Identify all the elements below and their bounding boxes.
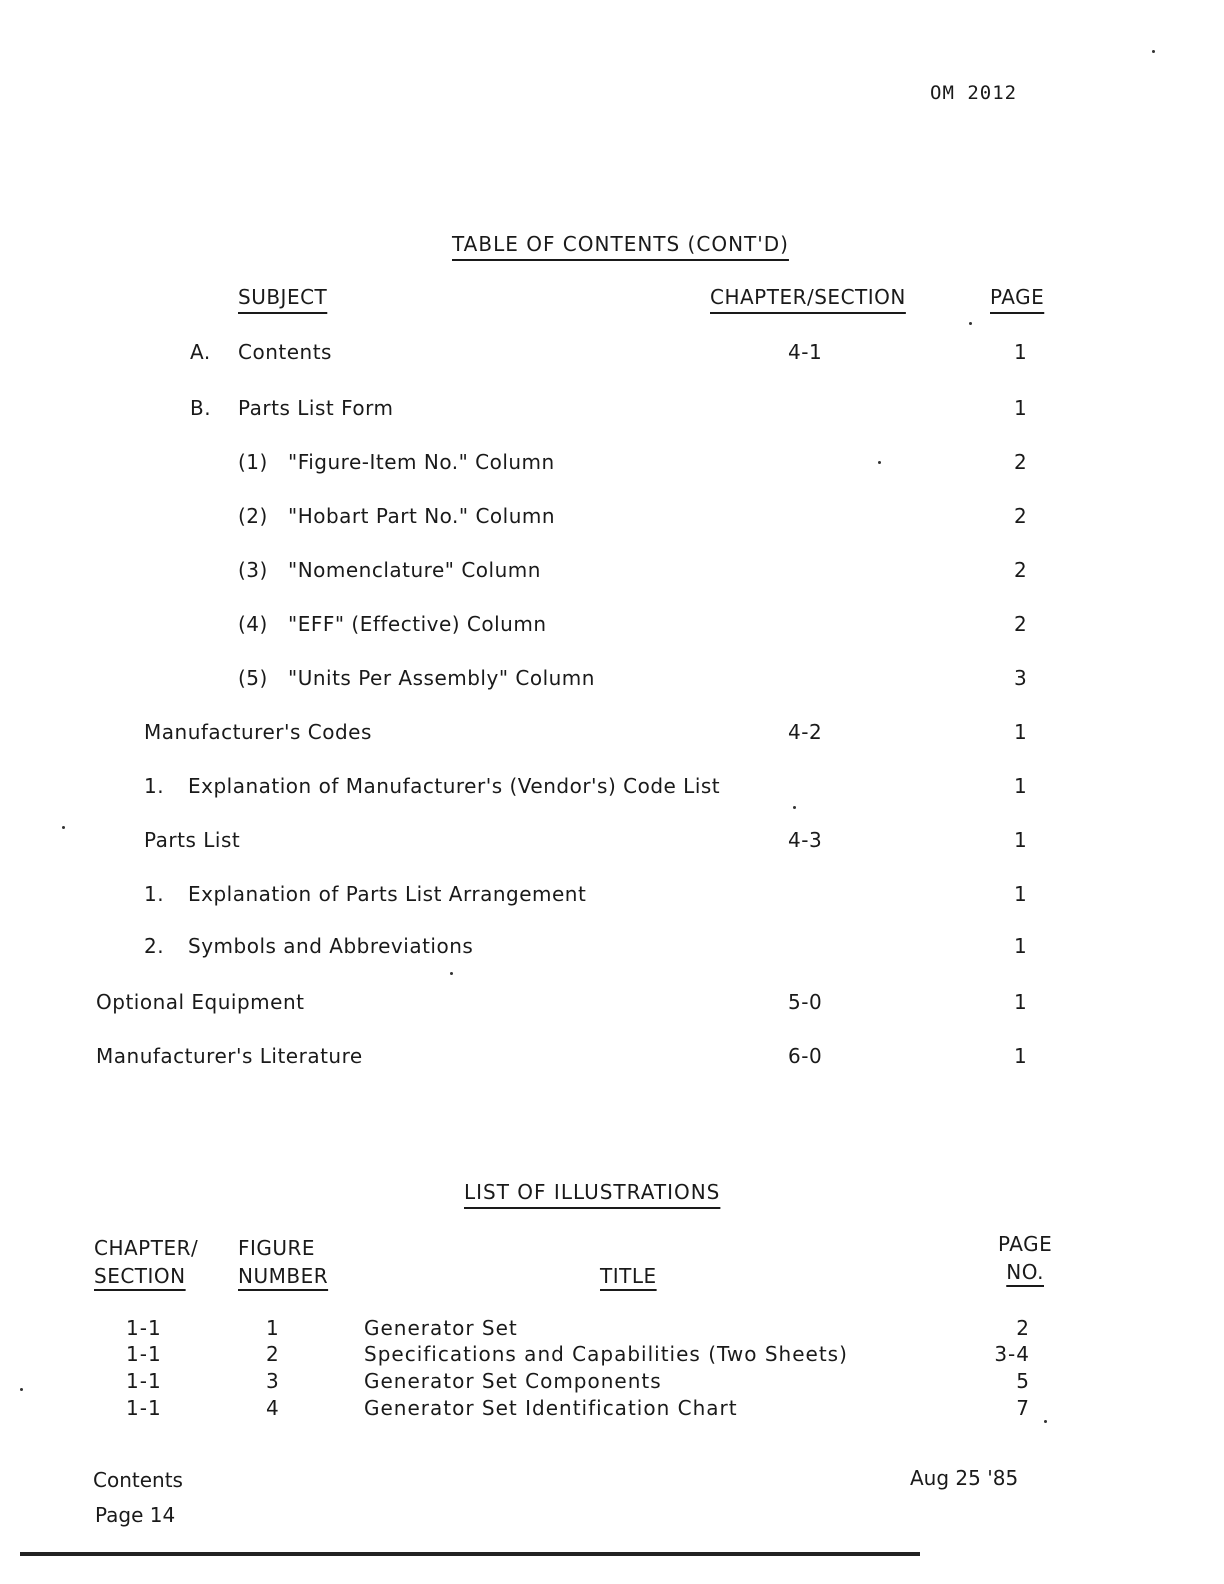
toc-row-subject: Parts List (144, 828, 241, 852)
toc-row-subject: Manufacturer's Literature (96, 1044, 363, 1068)
toc-row-prefix: (4) (238, 612, 268, 636)
toc-row-page: 1 (1014, 1044, 1028, 1068)
toc-row-prefix: 1. (144, 882, 165, 906)
toc-row (0, 774, 1224, 804)
scan-speck (62, 826, 65, 829)
illustration-row (0, 1396, 1224, 1423)
illustrations-title: LIST OF ILLUSTRATIONS (464, 1180, 721, 1204)
ill-row-figure: 4 (266, 1396, 280, 1420)
toc-row (0, 720, 1224, 750)
toc-row-page: 1 (1014, 990, 1028, 1014)
toc-row (0, 882, 1224, 912)
ill-row-page: 7 (1016, 1396, 1030, 1420)
scan-speck (20, 1388, 23, 1391)
ill-header-title (600, 1262, 657, 1290)
footer-date: Aug 25 '85 (910, 1466, 1019, 1490)
scan-speck (878, 461, 881, 464)
toc-row-page: 2 (1014, 558, 1028, 582)
toc-row-prefix: B. (190, 396, 212, 420)
toc-row-section: 5-0 (788, 990, 823, 1014)
toc-row-subject: "EFF" (Effective) Column (288, 612, 547, 636)
toc-row (0, 1044, 1224, 1074)
toc-row-subject: "Units Per Assembly" Column (288, 666, 595, 690)
ill-row-title: Generator Set Identification Chart (364, 1396, 738, 1420)
toc-row (0, 504, 1224, 534)
toc-row (0, 990, 1224, 1020)
toc-row-prefix: A. (190, 340, 211, 364)
toc-row (0, 450, 1224, 480)
toc-row-subject: "Hobart Part No." Column (288, 504, 556, 528)
toc-row-page: 1 (1014, 396, 1028, 420)
document-id: OM 2012 (930, 82, 1018, 104)
toc-row (0, 396, 1224, 426)
ill-row-section: 1-1 (126, 1316, 162, 1340)
toc-row-page: 2 (1014, 612, 1028, 636)
scan-speck (1044, 1420, 1047, 1423)
toc-row (0, 558, 1224, 588)
toc-row (0, 666, 1224, 696)
toc-row-prefix: 2. (144, 934, 165, 958)
ill-header-title-text: TITLE (600, 1264, 657, 1288)
toc-header-page: PAGE (990, 285, 1045, 309)
ill-row-figure: 1 (266, 1316, 280, 1340)
toc-row-page: 1 (1014, 934, 1028, 958)
toc-row-prefix: (5) (238, 666, 268, 690)
toc-row-subject: Symbols and Abbreviations (188, 934, 474, 958)
toc-row-section: 4-3 (788, 828, 823, 852)
ill-header-chapter-line2: SECTION (94, 1264, 186, 1288)
toc-row-prefix: (1) (238, 450, 268, 474)
ill-row-section: 1-1 (126, 1396, 162, 1420)
toc-row-subject: Optional Equipment (96, 990, 305, 1014)
illustration-row (0, 1342, 1224, 1369)
toc-row-subject: Manufacturer's Codes (144, 720, 372, 744)
footer-page-number: Page 14 (95, 1503, 176, 1527)
ill-header-chapter-section (94, 1234, 198, 1290)
toc-row-section: 4-2 (788, 720, 823, 744)
ill-header-chapter-line1: CHAPTER/ (94, 1236, 199, 1260)
ill-header-figure-line2: NUMBER (238, 1264, 329, 1288)
footer-section-label: Contents (93, 1468, 183, 1492)
toc-row-subject: "Figure-Item No." Column (288, 450, 555, 474)
ill-row-title: Specifications and Capabilities (Two Sheets) (364, 1342, 848, 1366)
toc-row-page: 1 (1014, 774, 1028, 798)
toc-row (0, 612, 1224, 642)
scan-speck (793, 806, 796, 809)
toc-row-page: 3 (1014, 666, 1028, 690)
ill-row-figure: 2 (266, 1342, 280, 1366)
toc-row-subject: Parts List Form (238, 396, 394, 420)
toc-row-page: 1 (1014, 720, 1028, 744)
toc-row-page: 1 (1014, 340, 1028, 364)
toc-title: TABLE OF CONTENTS (CONT'D) (452, 232, 789, 256)
ill-row-page: 5 (1016, 1369, 1030, 1393)
scan-speck (969, 322, 972, 325)
toc-header-chapter-section: CHAPTER/SECTION (710, 285, 906, 309)
scan-speck (450, 972, 453, 975)
toc-row-prefix: (2) (238, 504, 268, 528)
toc-row-subject: "Nomenclature" Column (288, 558, 541, 582)
ill-header-page-line2: NO. (1006, 1260, 1044, 1284)
toc-row-section: 6-0 (788, 1044, 823, 1068)
toc-row-page: 2 (1014, 450, 1028, 474)
ill-row-page: 3-4 (994, 1342, 1030, 1366)
toc-row-page: 1 (1014, 828, 1028, 852)
toc-row (0, 340, 1224, 370)
toc-row-page: 1 (1014, 882, 1028, 906)
toc-row-prefix: (3) (238, 558, 268, 582)
ill-header-figure-line1: FIGURE (238, 1236, 316, 1260)
toc-row-section: 4-1 (788, 340, 823, 364)
ill-header-page-line1: PAGE (998, 1232, 1053, 1256)
ill-header-page-no (998, 1230, 1052, 1286)
toc-row-page: 2 (1014, 504, 1028, 528)
toc-row-prefix: 1. (144, 774, 165, 798)
toc-row-subject: Explanation of Manufacturer's (Vendor's) Code List (188, 774, 721, 798)
toc-row-subject: Explanation of Parts List Arrangement (188, 882, 587, 906)
illustration-row (0, 1369, 1224, 1396)
ill-row-page: 2 (1016, 1316, 1030, 1340)
ill-row-title: Generator Set Components (364, 1369, 662, 1393)
toc-row-subject: Contents (238, 340, 332, 364)
ill-row-section: 1-1 (126, 1342, 162, 1366)
ill-row-figure: 3 (266, 1369, 280, 1393)
ill-row-section: 1-1 (126, 1369, 162, 1393)
bottom-scan-line (20, 1552, 920, 1556)
toc-row (0, 934, 1224, 964)
ill-row-title: Generator Set (364, 1316, 518, 1340)
ill-header-figure-number (238, 1234, 328, 1290)
scan-speck (1152, 50, 1155, 53)
toc-row (0, 828, 1224, 858)
toc-header-subject: SUBJECT (238, 285, 328, 309)
illustration-row (0, 1316, 1224, 1343)
